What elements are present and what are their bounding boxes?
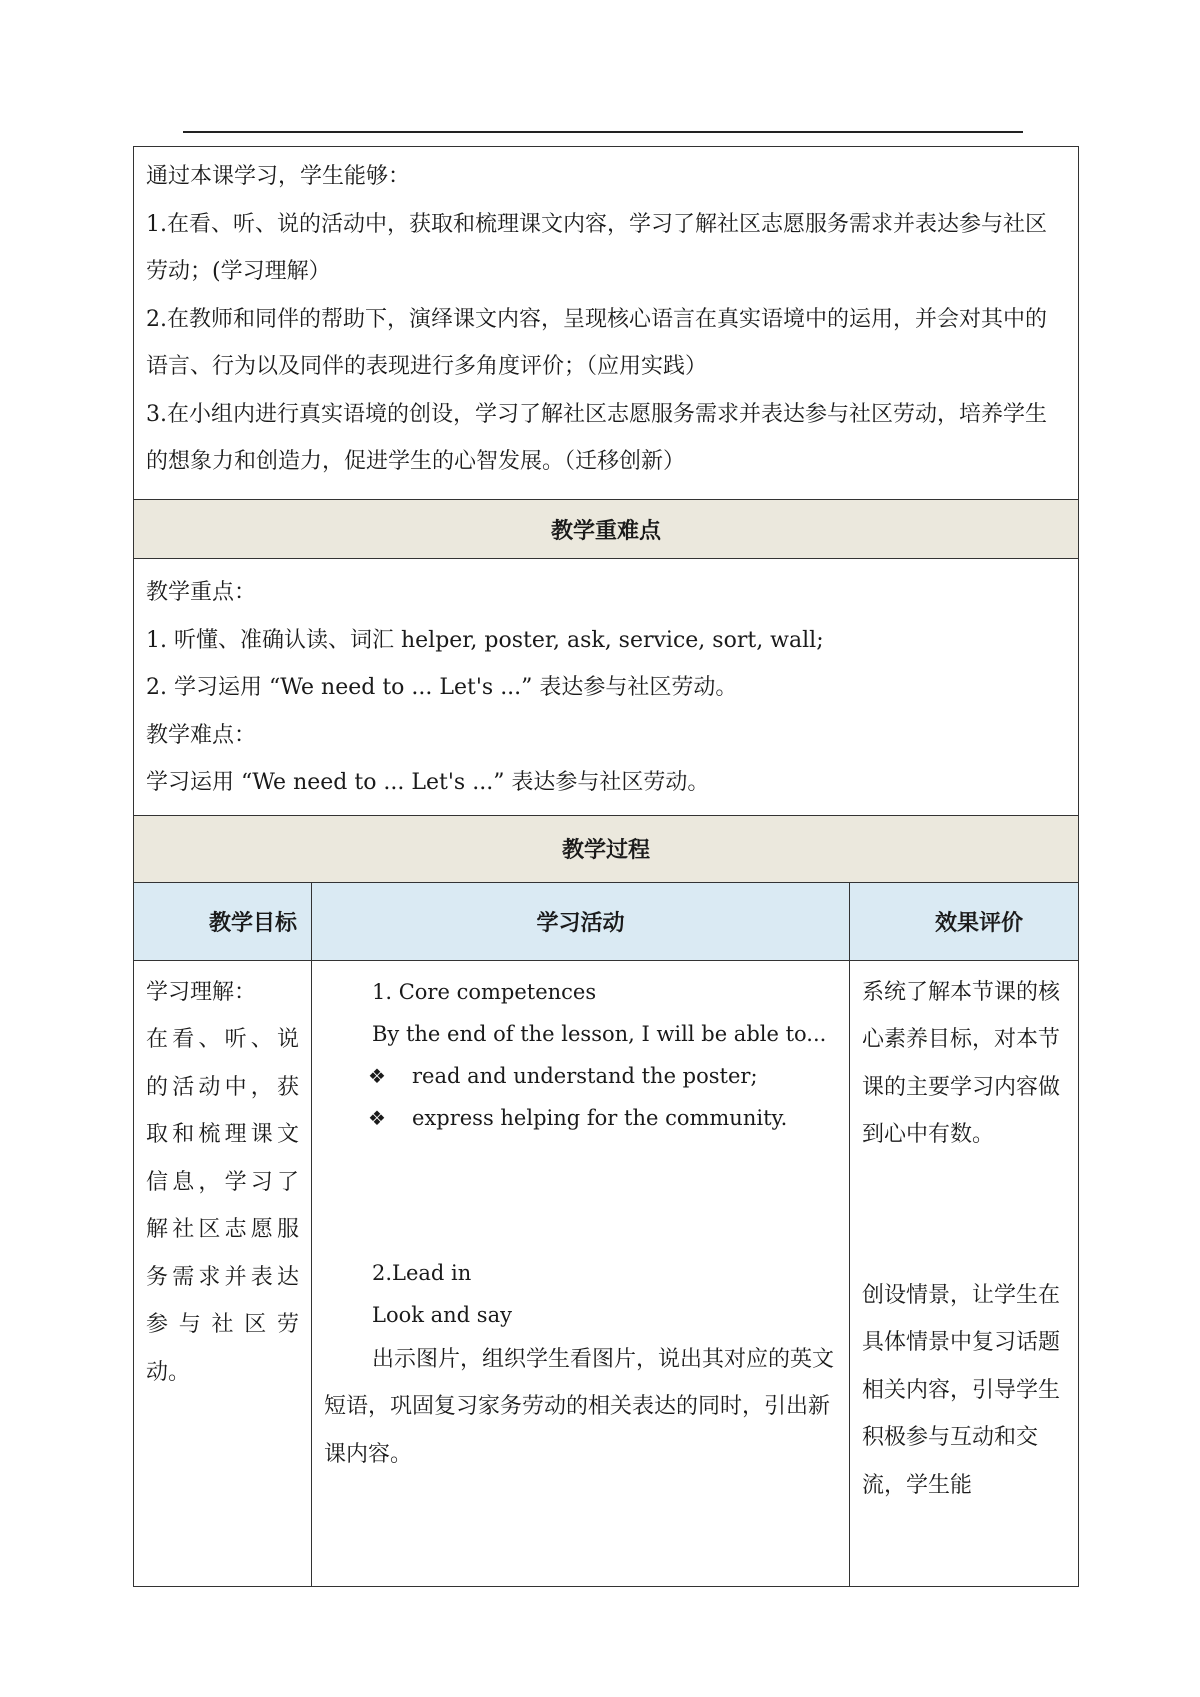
focus-item-1: 1. 听懂、准确认读、词汇 helper, poster, ask, service, sort, wall; — [146, 627, 824, 653]
objectives-intro: 通过本课学习，学生能够： — [146, 164, 411, 189]
focus-label: 教学重点： — [146, 580, 257, 605]
goal-line: 解社区志愿服 — [146, 1217, 299, 1242]
bullet-text: read and understand the poster; — [412, 1063, 758, 1088]
evaluation-part-1: 系统了解本节课的核心素养目标，对本节课的主要学习内容做到心中有数。 — [862, 979, 1061, 1147]
lesson-plan-table — [133, 146, 1079, 1587]
bullet-item — [324, 1097, 837, 1139]
goal-line: 的活动中，获 — [146, 1074, 299, 1100]
process-header-row — [134, 815, 1079, 882]
activity-cell — [312, 960, 850, 1586]
step1-title: 1. Core competences — [372, 979, 597, 1004]
column-header-activity: 学习活动 — [312, 882, 850, 960]
step2-title: 2.Lead in — [372, 1260, 472, 1285]
goal-cell — [134, 960, 312, 1586]
goal-label: 学习理解： — [146, 979, 257, 1005]
key-points-row — [134, 559, 1079, 816]
objectives-row — [134, 147, 1079, 500]
bullet-item — [324, 1055, 837, 1097]
diamond-bullet-icon: ❖ — [368, 1063, 386, 1088]
goal-line: 参 与 社 区 劳 — [146, 1312, 299, 1337]
process-body-row — [134, 960, 1079, 1586]
evaluation-cell — [850, 960, 1079, 1586]
step1-intro: By the end of the lesson, I will be able to... — [372, 1021, 827, 1046]
key-points-cell — [134, 559, 1079, 816]
difficulty-label: 教学难点： — [146, 722, 257, 748]
step2-subtitle: Look and say — [372, 1302, 512, 1327]
diamond-bullet-icon: ❖ — [368, 1105, 386, 1130]
key-points-header-row — [134, 500, 1079, 559]
objective-item-3: 3.在小组内进行真实语境的创设，学习了解社区志愿服务需求并表达参与社区劳动，培养学生的想象力和创造力，促进学生的心智发展。（迁移创新） — [146, 401, 1047, 474]
goal-line: 动。 — [146, 1359, 191, 1385]
goal-line: 务需求并表达 — [146, 1264, 299, 1290]
process-heading: 教学过程 — [134, 815, 1079, 882]
column-header-row — [134, 882, 1079, 960]
objective-item-2: 2.在教师和同伴的帮助下，演绎课文内容，呈现核心语言在真实语境中的运用，并会对其中的语言、行为以及同伴的表现进行多角度评价；（应用实践） — [146, 306, 1047, 379]
goal-line: 取和梳理课文 — [146, 1122, 299, 1147]
difficulty-item: 学习运用 “We need to ... Let's ...” 表达参与社区劳动。 — [146, 770, 710, 795]
step2-description: 出示图片，组织学生看图片，说出其对应的英文短语，巩固复习家务劳动的相关表达的同时，引出新课内容。 — [324, 1346, 835, 1467]
focus-item-2: 2. 学习运用 “We need to ... Let's ...” 表达参与社区劳动。 — [146, 675, 738, 700]
column-header-evaluation: 效果评价 — [850, 882, 1079, 960]
header-rule — [183, 131, 1023, 133]
key-points-heading: 教学重难点 — [134, 500, 1079, 559]
goal-line: 信息，学习了 — [146, 1169, 299, 1195]
column-header-goal: 教学目标 — [134, 882, 312, 960]
evaluation-part-2: 创设情景，让学生在具体情景中复习话题相关内容，引导学生积极参与互动和交流，学生能 — [862, 1282, 1061, 1498]
bullet-text: express helping for the community. — [412, 1105, 788, 1130]
objectives-cell — [134, 147, 1079, 500]
goal-line: 在看、听、说 — [146, 1027, 299, 1052]
objective-item-1: 1.在看、听、说的活动中，获取和梳理课文内容，学习了解社区志愿服务需求并表达参与社区劳动；(学习理解） — [146, 211, 1047, 284]
